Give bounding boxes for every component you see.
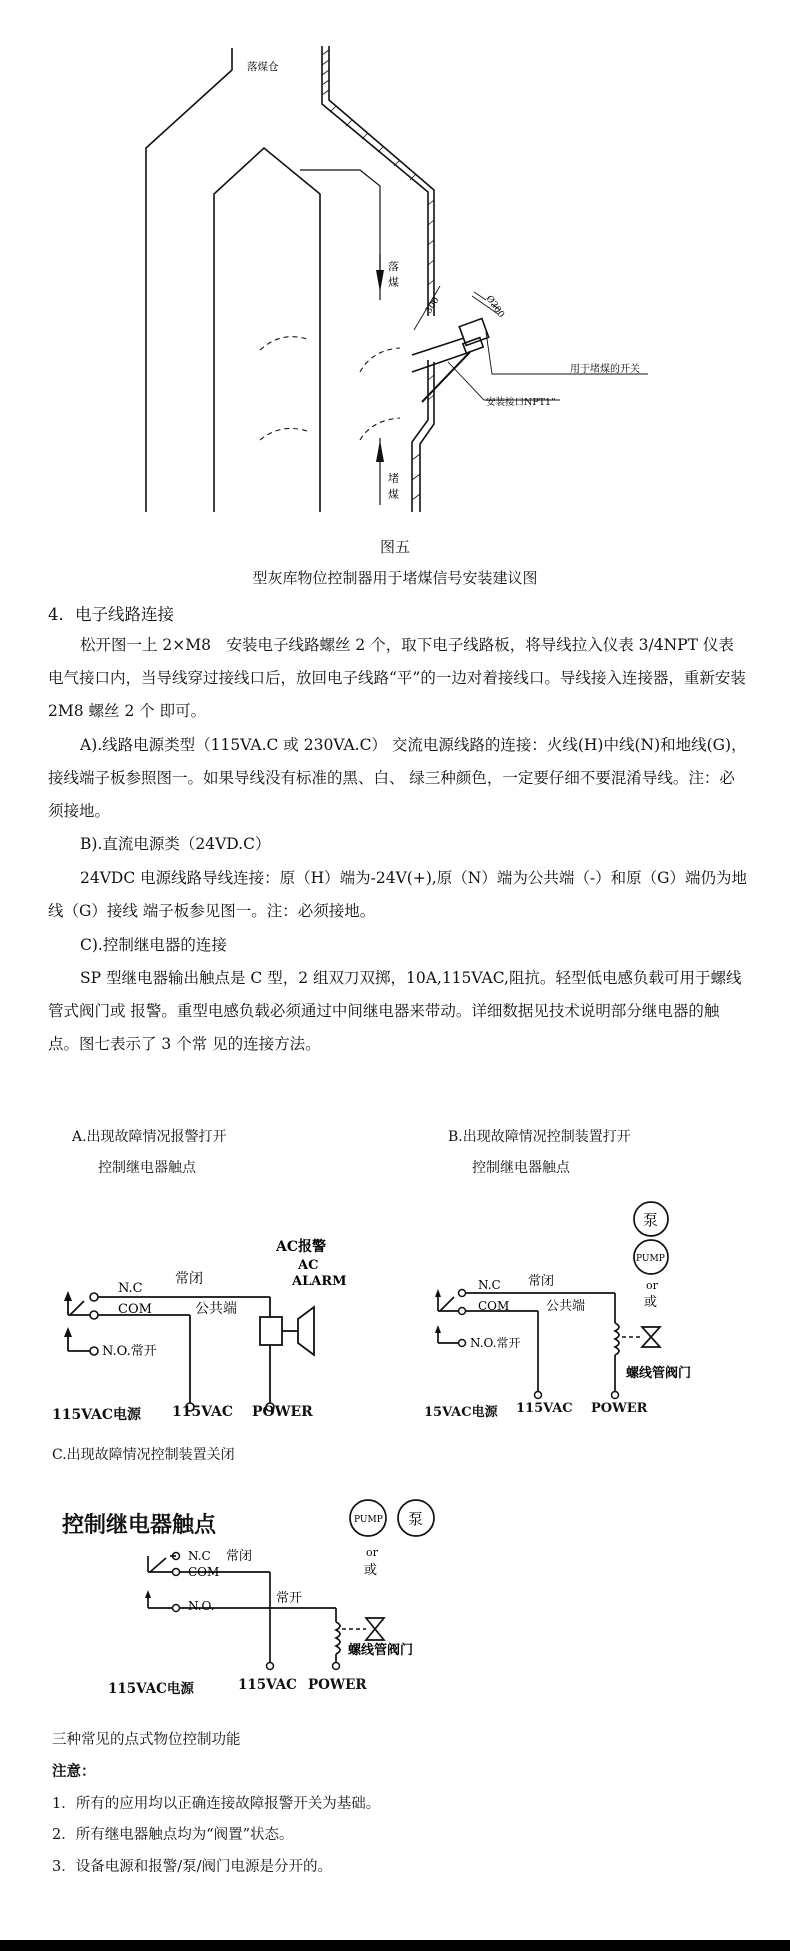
diagram-b-power: POWER <box>591 1401 648 1416</box>
diagram-a-power: POWER <box>252 1404 313 1420</box>
diagram-a-alarm: ALARM <box>292 1274 347 1289</box>
fig5-dim-300: 300 <box>424 295 442 316</box>
diagram-c-power: POWER <box>308 1677 367 1693</box>
diagram-a-ac: AC <box>298 1258 319 1273</box>
diagram-a-115vac: 115VAC <box>172 1404 234 1420</box>
diagram-a-no: N.O.常开 <box>102 1344 157 1359</box>
diagram-a-nc: N.C <box>118 1281 143 1296</box>
diagram-c-pump-cn: 泵 <box>408 1510 424 1528</box>
diagram-b-valve: 螺线管阀门 <box>626 1366 692 1381</box>
fig5-label-fall-1: 落 <box>388 260 399 273</box>
diagram-c-nc-cn: 常闭 <box>226 1549 253 1564</box>
diagram-b-nc: N.C <box>478 1278 501 1292</box>
diagram-b-com: COM <box>478 1299 510 1313</box>
diagram-a-source: 115VAC电源 <box>52 1407 142 1423</box>
fig5-label-block-1: 堵 <box>388 472 399 485</box>
diagram-a-com: COM <box>118 1302 152 1317</box>
diagram-b-title: B.出现故障情况控制装置打开 <box>448 1129 631 1145</box>
figure5-caption: 型灰库物位控制器用于堵煤信号安装建议图 <box>252 569 538 587</box>
section4-paragraph-c-title: C).控制继电器的连接 <box>80 936 227 954</box>
section4-heading: 4．电子线路连接 <box>48 605 174 624</box>
diagram-c-nc: N.C <box>188 1549 211 1563</box>
figure5-number: 图五 <box>379 538 410 556</box>
diagram-b-subtitle: 控制继电器触点 <box>472 1160 570 1176</box>
notes-heading: 注意： <box>52 1763 96 1780</box>
diagram-a-subtitle: 控制继电器触点 <box>98 1160 196 1176</box>
diagram-b-circuit <box>420 1195 740 1415</box>
diagram-b-pump: PUMP <box>636 1254 665 1264</box>
diagram-c-circuit <box>130 1494 470 1694</box>
diagram-c-heading: 控制继电器触点 <box>62 1512 217 1538</box>
diagram-b-or-cn: 或 <box>644 1295 658 1310</box>
diagram-c-or: or <box>366 1546 378 1559</box>
diagram-a-title: A.出现故障情况报警打开 <box>72 1129 227 1145</box>
bottom-divider-bar <box>0 1940 790 1951</box>
section4-paragraph-b-title: B).直流电源类（24VD.C） <box>80 835 271 853</box>
diagram-b-nc-cn: 常闭 <box>528 1274 555 1289</box>
diagram-a-circuit <box>40 1225 380 1425</box>
note-1: 1．所有的应用均以正确连接故障报警开关为基础。 <box>52 1796 381 1812</box>
fig5-dia-300: Ø300 <box>483 293 506 320</box>
diagram-c-no-cn: 常开 <box>276 1591 303 1606</box>
section4-paragraph-1: 松开图一上 2×M8 安装电子线路螺丝 2 个，取下电子线路板，将导线拉入仪表 3/4NPT 仪表电气接口内，当导线穿过接线口后，放回电子线路“平”的一边对着接线口。导线接入连接器，重新安装 2M8 螺丝 2 个 即可。 <box>48 636 746 720</box>
notes-intro: 三种常见的点式物位控制功能 <box>52 1732 241 1748</box>
diagram-a-nc-cn: 常闭 <box>175 1271 203 1287</box>
fig5-label-switch: 用于堵煤的开关 <box>570 364 640 375</box>
diagram-b-115vac: 115VAC <box>516 1401 573 1416</box>
diagram-c-title: C.出现故障情况控制装置关闭 <box>52 1447 235 1463</box>
section4-paragraph-a: A).线路电源类型（115VA.C 或 230VA.C） 交流电源线路的连接：火线(H)中线(N)和地线(G)，接线端子板参照图一。如果导线没有标准的黑、白、 绿三种颜色，一定要仔细不要混淆导线。注：必须接地。 <box>48 736 747 820</box>
fig5-label-block-2: 煤 <box>388 488 399 501</box>
diagram-a-com-cn: 公共端 <box>195 1301 237 1317</box>
fig5-label-fall-2: 煤 <box>388 276 399 289</box>
diagram-c-115vac: 115VAC <box>238 1677 297 1693</box>
diagram-a-ac-alarm-cn: AC报警 <box>276 1239 327 1255</box>
diagram-c-no: N.O. <box>188 1599 215 1613</box>
fig5-label-hopper: 落煤仓 <box>247 61 279 73</box>
diagram-c-valve: 螺线管阀门 <box>348 1643 414 1658</box>
diagram-b-source: 15VAC电源 <box>424 1405 498 1420</box>
diagram-b-no: N.O.常开 <box>470 1336 521 1350</box>
fig5-label-port: 安装接口NPT1" <box>486 397 556 408</box>
diagram-c-or-cn: 或 <box>364 1563 378 1578</box>
diagram-b-or: or <box>646 1279 658 1292</box>
figure5-diagram <box>0 0 790 530</box>
diagram-c-com: COM <box>188 1565 220 1579</box>
section4-paragraph-c-body: SP 型继电器输出触点是 C 型，2 组双刀双掷，10A,115VAC,阻抗。轻型低电感负载可用于螺线管式阀门或 报警。重型电感负载必须通过中间继电器来带动。详细数据见技术说明部分继电器的触点。图七表示了 3 个常 见的连接方法。 <box>48 969 742 1053</box>
section4-paragraph-b-body: 24VDC 电源线路导线连接：原（H）端为-24V(+),原（N）端为公共端（-）和原（G）端仍为地线（G）接线 端子板参见图一。注：必须接地。 <box>48 869 747 920</box>
diagram-b-pump-cn: 泵 <box>643 1211 659 1229</box>
note-2: 2．所有继电器触点均为“阀置”状态。 <box>52 1827 294 1843</box>
diagram-b-com-cn: 公共端 <box>546 1299 586 1314</box>
note-3: 3．设备电源和报警/泵/阀门电源是分开的。 <box>52 1859 332 1875</box>
diagram-c-pump: PUMP <box>354 1515 383 1525</box>
diagram-c-source: 115VAC电源 <box>108 1681 194 1697</box>
